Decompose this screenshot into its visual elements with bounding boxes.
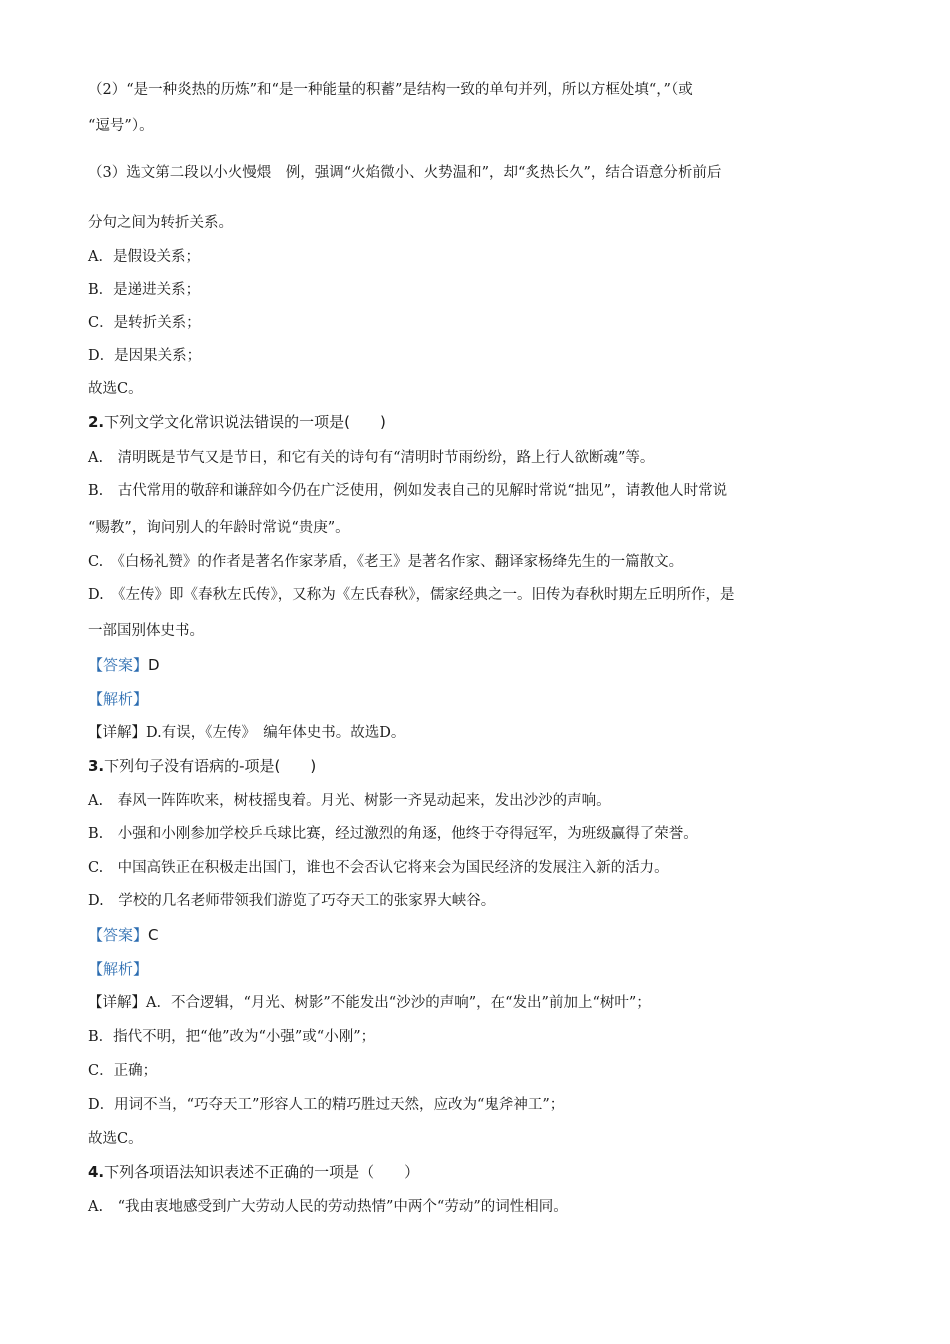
option-a: A. 清明既是节气又是节日，和它有关的诗句有“清明时节雨纷纷，路上行人欲断魂”等。: [88, 450, 655, 466]
explanation-line: D．用词不当，“巧夺天工”形容人工的精巧胜过天然，应改为“鬼斧神工”；: [88, 1097, 565, 1113]
text-line: 分句之间为转折关系。: [88, 215, 233, 231]
option-d-continued: 一部国别体史书。: [88, 623, 204, 639]
option-c: C．是转折关系；: [88, 315, 201, 331]
option-a: A．是假设关系；: [88, 249, 200, 265]
explanation-line: B．指代不明，把“他”改为“小强”或“小刚”；: [88, 1029, 376, 1045]
detail-text: D.有误，《左传》 编年体史书。故选D。: [146, 725, 406, 741]
question-text: 下列句子没有语病的-项是( ): [104, 757, 317, 775]
option-b: B. 小强和小刚参加学校乒乓球比赛，经过激烈的角逐，他终于夺得冠军，为班级赢得了荣誉。: [88, 826, 698, 842]
question-4: [88, 1162, 419, 1182]
question-text: 下列文学文化常识说法错误的一项是( ): [104, 413, 386, 431]
answer: [88, 655, 160, 675]
explanation-line: 故选C。: [88, 1131, 143, 1147]
option-a: A. 春风一阵阵吹来，树枝摇曳着。月光、树影一齐晃动起来，发出沙沙的声响。: [88, 793, 611, 809]
option-b-continued: “赐教”，询问别人的年龄时常说“贵庚”。: [88, 520, 350, 536]
option-b: B. 古代常用的敬辞和谦辞如今仍在广泛使用，例如发表自己的见解时常说“拙见”，请教他人时常说: [88, 483, 728, 499]
question-2: [88, 412, 386, 432]
question-3: [88, 756, 316, 776]
detail-explanation: [88, 993, 651, 1013]
question-number: 3.: [88, 757, 105, 775]
answer-tag: 【答案】: [88, 926, 149, 944]
option-b: B．是递进关系；: [88, 282, 201, 298]
option-d: D. 学校的几名老师带领我们游览了巧夺天工的张家界大峡谷。: [88, 893, 496, 909]
option-c: C. 《白杨礼赞》的作者是著名作家茅盾，《老王》是著名作家、翻译家杨绛先生的一篇散文。: [88, 554, 684, 570]
text-line: （3）选文第二段以小火慢煨 例，强调“火焰微小、火势温和”，却“炙热长久”，结合语意分析前后: [88, 165, 722, 181]
explanation-line: C．正确；: [88, 1063, 158, 1079]
question-text: 下列各项语法知识表述不正确的一项是（ ）: [104, 1163, 420, 1181]
answer-tag: 【答案】: [88, 656, 149, 674]
answer: [88, 925, 159, 945]
detail-explanation: [88, 723, 405, 743]
option-a: A. “我由衷地感受到广大劳动人民的劳动热情”中两个“劳动”的词性相同。: [88, 1199, 568, 1215]
text-line: （2）“是一种炎热的历炼”和“是一种能量的积蓄”是结构一致的单句并列，所以方框处填“，”（或: [88, 82, 693, 98]
analysis-tag: 【解析】: [88, 690, 149, 708]
detail-text: A．不合逻辑，“月光、树影”不能发出“沙沙的声响”，在“发出”前加上“树叶”；: [146, 995, 651, 1011]
question-number: 2.: [88, 413, 105, 431]
text-line: “逗号”）。: [88, 118, 154, 134]
detail-tag: 【详解】: [88, 725, 146, 741]
option-d: D. 《左传》即《春秋左氏传》，又称为《左氏春秋》，儒家经典之一。旧传为春秋时期左丘明所作，是: [88, 587, 735, 603]
option-d: D．是因果关系；: [88, 348, 202, 364]
analysis-heading: [88, 959, 148, 979]
answer-value: C: [148, 926, 159, 944]
text-line: 故选C。: [88, 381, 143, 397]
detail-tag: 【详解】: [88, 995, 146, 1011]
question-number: 4.: [88, 1163, 105, 1181]
option-c: C. 中国高铁正在积极走出国门，谁也不会否认它将来会为国民经济的发展注入新的活力。: [88, 860, 669, 876]
answer-value: D: [148, 656, 160, 674]
analysis-tag: 【解析】: [88, 960, 149, 978]
analysis-heading: [88, 689, 148, 709]
